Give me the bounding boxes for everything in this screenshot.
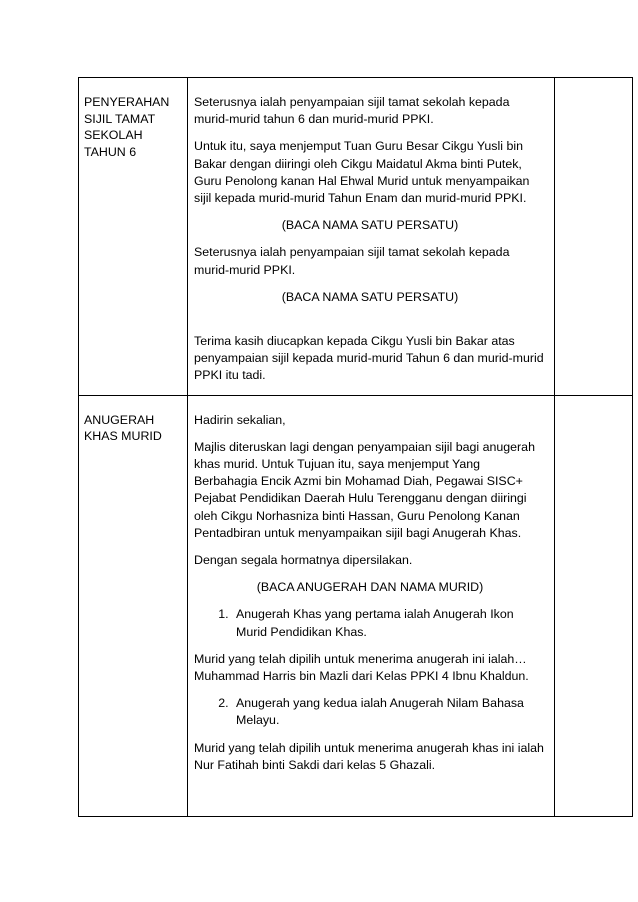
paragraph: Murid yang telah dipilih untuk menerima anugerah ini ialah… Muhammad Harris bin Mazli dari Kelas PPKI 4 Ibnu Khaldun. (194, 651, 529, 684)
paragraph: Hadirin sekalian, (194, 412, 286, 427)
instruction-line: (BACA ANUGERAH DAN NAMA MURID) (256, 580, 484, 595)
paragraph: Majlis diteruskan lagi dengan penyampaian sijil bagi anugerah khas murid. Untuk Tujuan itu, saya menjemput Yang Berbahagia Encik Azmi bin Mohamad Diah, Pegawai SISC+ Pejabat Pendidikan Daerah Hulu Terengganu dengan diiringi oleh Cikgu Norhasniza binti Hassan, Guru Penolong Kanan Pentadbiran untuk menyampaikan sijil bagi Anugerah Khas. (194, 439, 535, 540)
row-label (79, 78, 187, 160)
numbered-list (194, 606, 546, 640)
paragraph: Seterusnya ialah penyampaian sijil tamat sekolah kepada murid-murid PPKI. (194, 245, 510, 277)
row-label-cell (79, 395, 188, 816)
paragraph: Dengan segala hormatnya dipersilakan. (194, 553, 413, 568)
paragraph: Murid yang telah dipilih untuk menerima anugerah khas ini ialah Nur Fatihah binti Sakdi dari kelas 5 Ghazali. (194, 740, 544, 772)
list-item: 1. Anugerah Khas yang pertama ialah Anugerah Ikon Murid Pendidikan Khas. (232, 606, 546, 640)
notes-cell (555, 78, 633, 396)
label-line: ANUGERAH (84, 412, 155, 427)
program-table (78, 77, 633, 817)
label-line: KHAS MURID (84, 429, 162, 444)
paragraph: Terima kasih diucapkan kepada Cikgu Yusli bin Bakar atas penyampaian sijil kepada murid-murid Tahun 6 dan murid-murid PPKI itu tadi. (194, 334, 544, 383)
row-label (79, 396, 187, 445)
paragraph: Untuk itu, saya menjemput Tuan Guru Besar Cikgu Yusli bin Bakar dengan diiringi oleh Cikgu Maidatul Akma binti Putek, Guru Penolong kanan Hal Ehwal Murid untuk menyampaikan sijil kepada murid-murid Tahun Enam dan murid-murid PPKI. (194, 139, 530, 206)
label-line: PENYERAHAN (84, 95, 170, 109)
table-row (79, 395, 633, 816)
label-line: TAHUN 6 (84, 144, 137, 159)
label-line: SEKOLAH (84, 128, 143, 142)
notes-cell (555, 395, 633, 816)
row-content-cell (188, 78, 555, 396)
row-content-cell (188, 395, 555, 816)
row-label-cell (79, 78, 188, 396)
instruction-line: (BACA NAMA SATU PERSATU) (281, 289, 459, 304)
numbered-list (194, 695, 546, 729)
row-content (188, 396, 554, 774)
row-content (188, 78, 554, 385)
paragraph: Seterusnya ialah penyampaian sijil tamat sekolah kepada murid-murid tahun 6 dan murid-murid PPKI. (194, 95, 510, 127)
label-line: SIJIL TAMAT (84, 111, 156, 126)
table-row (79, 78, 633, 396)
instruction-line: (BACA NAMA SATU PERSATU) (281, 218, 459, 233)
list-item: 2. Anugerah yang kedua ialah Anugerah Nilam Bahasa Melayu. (232, 695, 546, 729)
